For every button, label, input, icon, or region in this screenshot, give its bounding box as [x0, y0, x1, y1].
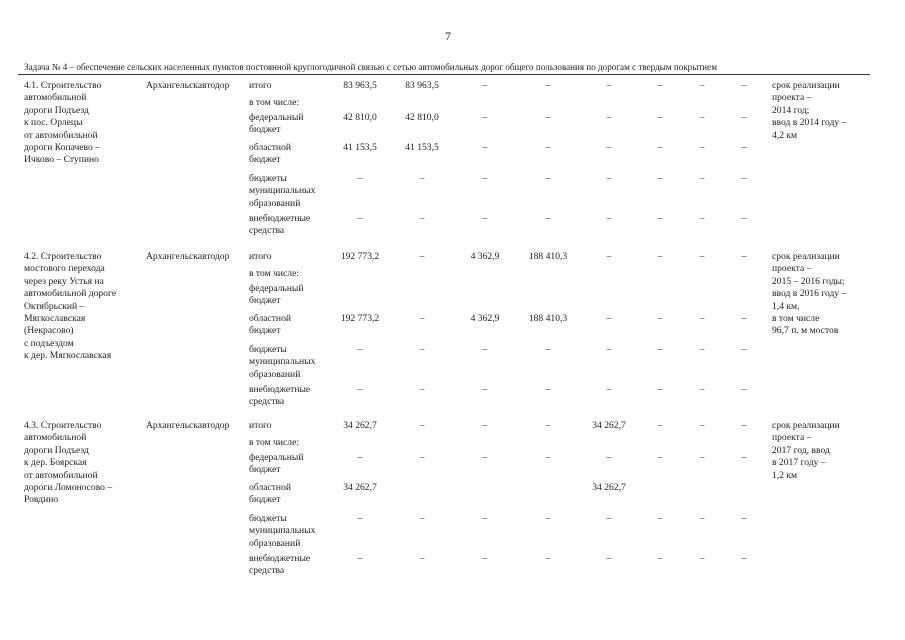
amount-cell: – [482, 553, 488, 564]
amount-cell: – [741, 173, 747, 184]
amount-cell: – [606, 251, 612, 262]
amount-cell: – [741, 513, 747, 524]
amount-cell: – [545, 213, 551, 224]
amount-cell: 192 773,2 [340, 313, 380, 324]
amount-cell: 34 262,7 [592, 482, 626, 493]
amount-cell: – [419, 420, 425, 431]
amount-cell: 83 963,5 [405, 80, 439, 91]
amount-cell: – [419, 213, 425, 224]
amount-cell: – [419, 513, 425, 524]
amount-cell: – [657, 112, 663, 123]
amount-cell: – [657, 513, 663, 524]
amount-cell: – [657, 553, 663, 564]
amount-cell: – [482, 384, 488, 395]
funding-source-label: бюджеты муниципальных образований [249, 173, 316, 209]
amount-cell: – [606, 313, 612, 324]
amount-cell: – [545, 173, 551, 184]
amount-cell: 34 262,7 [343, 482, 377, 493]
task-heading: Задача № 4 – обеспечение сельских населенных пунктов постоянной круглогодичной связью с сетью автомобильных дорог общего пользования по дорогам с твердым покрытием [24, 62, 717, 72]
amount-cell: – [545, 80, 551, 91]
project-note: срок реализации проекта – 2015 – 2016 годы; ввод в 2016 году – 1,4 км, в том числе 96,7 п. м мостов [772, 251, 847, 337]
amount-cell: – [606, 513, 612, 524]
amount-cell: – [357, 452, 363, 463]
project-title: 4.3. Строительство автомобильной дороги Подъезд к дер. Боярская от автомобильной дороги Ломоносово – Ровдино [24, 420, 113, 506]
amount-cell: – [545, 142, 551, 153]
amount-cell: – [657, 384, 663, 395]
amount-cell: – [741, 344, 747, 355]
amount-cell: – [699, 513, 705, 524]
amount-cell: – [357, 344, 363, 355]
amount-cell: – [606, 173, 612, 184]
amount-cell: – [357, 384, 363, 395]
amount-cell: – [606, 553, 612, 564]
amount-cell: – [741, 553, 747, 564]
funding-source-label: федеральный бюджет [249, 112, 304, 136]
amount-cell: – [741, 142, 747, 153]
amount-cell: – [606, 80, 612, 91]
funding-source-label: итого [249, 80, 272, 91]
funding-source-label: в том числе: [249, 97, 300, 108]
amount-cell: – [545, 344, 551, 355]
amount-cell: – [545, 553, 551, 564]
amount-cell: 188 410,3 [528, 251, 568, 262]
project-note: срок реализации проекта – 2017 год, ввод в 2017 году – 1,2 км [772, 420, 840, 481]
amount-cell: – [657, 420, 663, 431]
amount-cell: – [419, 313, 425, 324]
amount-cell: – [699, 142, 705, 153]
amount-cell: – [741, 420, 747, 431]
amount-cell: – [699, 344, 705, 355]
amount-cell: – [699, 553, 705, 564]
funding-source-label: внебюджетные средства [249, 553, 311, 577]
funding-source-label: областной бюджет [249, 482, 292, 506]
amount-cell: – [357, 173, 363, 184]
amount-cell: – [657, 142, 663, 153]
amount-cell: – [699, 313, 705, 324]
amount-cell: – [657, 313, 663, 324]
amount-cell: – [545, 513, 551, 524]
amount-cell: – [357, 213, 363, 224]
amount-cell: – [657, 213, 663, 224]
funding-source-label: бюджеты муниципальных образований [249, 344, 316, 380]
funding-source-label: итого [249, 420, 272, 431]
amount-cell: 4 362,9 [470, 251, 500, 262]
amount-cell: – [606, 213, 612, 224]
amount-cell: 41 153,5 [343, 142, 377, 153]
amount-cell: – [482, 173, 488, 184]
amount-cell: – [699, 420, 705, 431]
amount-cell: – [482, 112, 488, 123]
amount-cell: – [357, 513, 363, 524]
funding-source-label: в том числе: [249, 268, 300, 279]
funding-source-label: федеральный бюджет [249, 283, 304, 307]
amount-cell: – [606, 112, 612, 123]
amount-cell: – [545, 420, 551, 431]
amount-cell: 34 262,7 [592, 420, 626, 431]
amount-cell: – [741, 313, 747, 324]
amount-cell: – [606, 384, 612, 395]
amount-cell: – [657, 452, 663, 463]
executor: Архангельскавтодор [146, 80, 230, 91]
page-number: 7 [445, 29, 451, 43]
amount-cell: – [545, 452, 551, 463]
funding-source-label: федеральный бюджет [249, 452, 304, 476]
funding-source-label: внебюджетные средства [249, 213, 311, 237]
amount-cell: – [419, 173, 425, 184]
amount-cell: – [419, 452, 425, 463]
amount-cell: – [741, 112, 747, 123]
amount-cell: – [699, 80, 705, 91]
amount-cell: – [699, 213, 705, 224]
amount-cell: – [699, 173, 705, 184]
amount-cell: – [545, 384, 551, 395]
funding-source-label: внебюджетные средства [249, 384, 311, 408]
amount-cell: 83 963,5 [343, 80, 377, 91]
amount-cell: 41 153,5 [405, 142, 439, 153]
amount-cell: – [657, 80, 663, 91]
amount-cell: 42 810,0 [343, 112, 377, 123]
amount-cell: – [606, 344, 612, 355]
amount-cell: – [741, 251, 747, 262]
project-note: срок реализации проекта – 2014 год; ввод в 2014 году – 4,2 км [772, 80, 847, 141]
amount-cell: – [699, 112, 705, 123]
funding-source-label: в том числе: [249, 437, 300, 448]
amount-cell: – [419, 251, 425, 262]
amount-cell: – [482, 344, 488, 355]
executor: Архангельскавтодор [146, 420, 230, 431]
amount-cell: – [482, 452, 488, 463]
amount-cell: – [482, 213, 488, 224]
amount-cell: – [419, 553, 425, 564]
amount-cell: – [357, 553, 363, 564]
amount-cell: – [741, 213, 747, 224]
project-title: 4.2. Строительство мостового перехода через реку Устья на автомобильной дороге Октябрьский – Мягкославская (Некрасово) с подъездом к дер. Мягкославская [24, 251, 117, 362]
funding-source-label: бюджеты муниципальных образований [249, 513, 316, 549]
funding-source-label: итого [249, 251, 272, 262]
amount-cell: – [741, 452, 747, 463]
amount-cell: – [482, 80, 488, 91]
amount-cell: – [699, 452, 705, 463]
funding-source-label: областной бюджет [249, 313, 292, 337]
amount-cell: – [741, 384, 747, 395]
amount-cell: – [482, 142, 488, 153]
amount-cell: – [657, 344, 663, 355]
amount-cell: – [741, 80, 747, 91]
amount-cell: – [419, 344, 425, 355]
amount-cell: 34 262,7 [343, 420, 377, 431]
amount-cell: – [699, 384, 705, 395]
amount-cell: – [419, 384, 425, 395]
amount-cell: – [482, 420, 488, 431]
amount-cell: – [606, 452, 612, 463]
funding-source-label: областной бюджет [249, 142, 292, 166]
amount-cell: 188 410,3 [528, 313, 568, 324]
amount-cell: 4 362,9 [470, 313, 500, 324]
amount-cell: – [606, 142, 612, 153]
executor: Архангельскавтодор [146, 251, 230, 262]
project-title: 4.1. Строительство автомобильной дороги Подъезд к пос. Орлецы от автомобильной дороги Копачево – Ичково – Ступино [24, 80, 102, 166]
amount-cell: – [657, 173, 663, 184]
amount-cell: 192 773,2 [340, 251, 380, 262]
amount-cell: – [482, 513, 488, 524]
amount-cell: – [657, 251, 663, 262]
amount-cell: 42 810,0 [405, 112, 439, 123]
amount-cell: – [699, 251, 705, 262]
amount-cell: – [545, 112, 551, 123]
